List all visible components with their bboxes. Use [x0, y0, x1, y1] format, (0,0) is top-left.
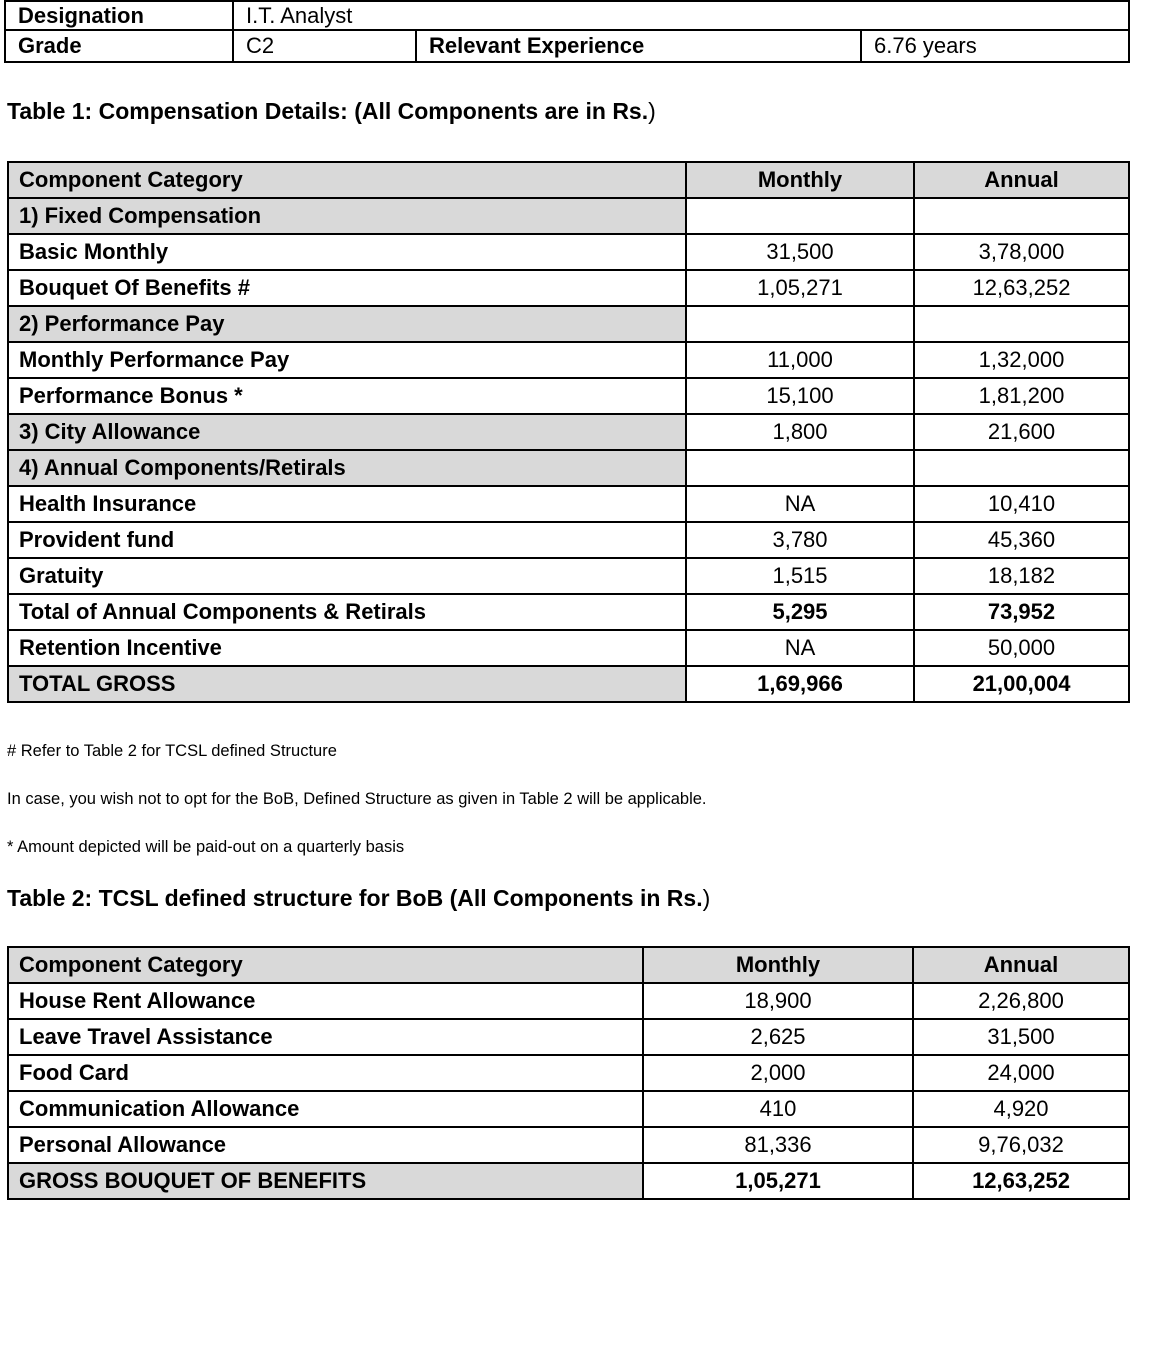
component-category-cell: Retention Incentive — [8, 630, 686, 666]
table2-title — [7, 883, 1170, 913]
table1-col-monthly: Monthly — [686, 162, 914, 198]
monthly-value-cell: NA — [686, 486, 914, 522]
table1-col-category: Component Category — [8, 162, 686, 198]
component-category-cell: Health Insurance — [8, 486, 686, 522]
table-row — [8, 1091, 1129, 1127]
component-category-cell: Personal Allowance — [8, 1127, 643, 1163]
monthly-value-cell: 31,500 — [686, 234, 914, 270]
monthly-value-cell: 2,000 — [643, 1055, 913, 1091]
table-row — [8, 594, 1129, 630]
annual-value-cell — [914, 450, 1129, 486]
table1-title — [7, 96, 1170, 126]
table2-col-annual: Annual — [913, 947, 1129, 983]
component-category-cell: Food Card — [8, 1055, 643, 1091]
annual-value-cell: 2,26,800 — [913, 983, 1129, 1019]
component-category-cell: Gratuity — [8, 558, 686, 594]
component-category-cell: Bouquet Of Benefits # — [8, 270, 686, 306]
monthly-value-cell: 1,800 — [686, 414, 914, 450]
component-category-cell: Leave Travel Assistance — [8, 1019, 643, 1055]
annual-value-cell: 1,81,200 — [914, 378, 1129, 414]
annual-value-cell — [914, 198, 1129, 234]
designation-value: I.T. Analyst — [233, 1, 1129, 30]
annual-value-cell: 12,63,252 — [913, 1163, 1129, 1199]
monthly-value-cell: 2,625 — [643, 1019, 913, 1055]
annual-value-cell: 21,00,004 — [914, 666, 1129, 702]
annual-value-cell — [914, 306, 1129, 342]
component-category-cell: 4) Annual Components/Retirals — [8, 450, 686, 486]
monthly-value-cell: NA — [686, 630, 914, 666]
table2-title-text: Table 2: TCSL defined structure for BoB (All Components in Rs. — [7, 885, 703, 911]
component-category-cell: Total of Annual Components & Retirals — [8, 594, 686, 630]
designation-label: Designation — [5, 1, 233, 30]
grade-row — [5, 30, 1129, 62]
component-category-cell: TOTAL GROSS — [8, 666, 686, 702]
table-row — [8, 522, 1129, 558]
gross-bob-row — [8, 1163, 1129, 1199]
annual-value-cell: 4,920 — [913, 1091, 1129, 1127]
monthly-value-cell: 1,05,271 — [686, 270, 914, 306]
annual-value-cell: 73,952 — [914, 594, 1129, 630]
component-category-cell: Monthly Performance Pay — [8, 342, 686, 378]
grade-label: Grade — [5, 30, 233, 62]
component-category-cell: GROSS BOUQUET OF BENEFITS — [8, 1163, 643, 1199]
experience-value: 6.76 years — [861, 30, 1129, 62]
table-row — [8, 414, 1129, 450]
monthly-value-cell — [686, 306, 914, 342]
component-category-cell: Performance Bonus * — [8, 378, 686, 414]
table-row — [8, 983, 1129, 1019]
table-row — [8, 342, 1129, 378]
footnote-opt-out: In case, you wish not to opt for the BoB, Defined Structure as given in Table 2 will be applicable. — [7, 790, 707, 808]
annual-value-cell: 31,500 — [913, 1019, 1129, 1055]
table-row — [8, 630, 1129, 666]
component-category-cell: 1) Fixed Compensation — [8, 198, 686, 234]
table-row — [8, 450, 1129, 486]
bob-structure-table — [7, 946, 1130, 1200]
designation-row — [5, 1, 1129, 30]
annual-value-cell: 3,78,000 — [914, 234, 1129, 270]
grade-value: C2 — [233, 30, 416, 62]
compensation-table-1 — [7, 161, 1130, 703]
annual-value-cell: 10,410 — [914, 486, 1129, 522]
table-row — [8, 1019, 1129, 1055]
monthly-value-cell: 1,69,966 — [686, 666, 914, 702]
monthly-value-cell: 81,336 — [643, 1127, 913, 1163]
component-category-cell: House Rent Allowance — [8, 983, 643, 1019]
table2-title-paren: ) — [702, 885, 711, 911]
table1-title-paren: ) — [648, 98, 656, 124]
total-gross-row — [8, 666, 1129, 702]
table2-header-row — [8, 947, 1129, 983]
table-row — [8, 558, 1129, 594]
monthly-value-cell: 11,000 — [686, 342, 914, 378]
table-row — [8, 270, 1129, 306]
table-row — [8, 1055, 1129, 1091]
table-row — [8, 1127, 1129, 1163]
footnote-bob-reference: # Refer to Table 2 for TCSL defined Structure — [7, 742, 337, 760]
annual-value-cell: 50,000 — [914, 630, 1129, 666]
component-category-cell: 2) Performance Pay — [8, 306, 686, 342]
annual-value-cell: 1,32,000 — [914, 342, 1129, 378]
table-row — [8, 198, 1129, 234]
component-category-cell: Basic Monthly — [8, 234, 686, 270]
annual-value-cell: 9,76,032 — [913, 1127, 1129, 1163]
table1-col-annual: Annual — [914, 162, 1129, 198]
table1-header-row — [8, 162, 1129, 198]
annual-value-cell: 24,000 — [913, 1055, 1129, 1091]
table-row — [8, 234, 1129, 270]
monthly-value-cell: 410 — [643, 1091, 913, 1127]
employee-info-table — [4, 0, 1130, 63]
component-category-cell: Communication Allowance — [8, 1091, 643, 1127]
component-category-cell: 3) City Allowance — [8, 414, 686, 450]
table-row — [8, 378, 1129, 414]
monthly-value-cell: 18,900 — [643, 983, 913, 1019]
table2-col-monthly: Monthly — [643, 947, 913, 983]
annual-value-cell: 45,360 — [914, 522, 1129, 558]
monthly-value-cell: 1,515 — [686, 558, 914, 594]
table-row — [8, 306, 1129, 342]
annual-value-cell: 21,600 — [914, 414, 1129, 450]
footnote-quarterly-payout: * Amount depicted will be paid-out on a quarterly basis — [7, 838, 405, 856]
component-category-cell: Provident fund — [8, 522, 686, 558]
monthly-value-cell: 5,295 — [686, 594, 914, 630]
monthly-value-cell: 3,780 — [686, 522, 914, 558]
monthly-value-cell — [686, 198, 914, 234]
table1-title-text: Table 1: Compensation Details: (All Components are in Rs. — [7, 98, 649, 124]
table-row — [8, 486, 1129, 522]
monthly-value-cell: 1,05,271 — [643, 1163, 913, 1199]
annual-value-cell: 18,182 — [914, 558, 1129, 594]
monthly-value-cell — [686, 450, 914, 486]
table2-col-category: Component Category — [8, 947, 643, 983]
annual-value-cell: 12,63,252 — [914, 270, 1129, 306]
experience-label: Relevant Experience — [416, 30, 861, 62]
monthly-value-cell: 15,100 — [686, 378, 914, 414]
